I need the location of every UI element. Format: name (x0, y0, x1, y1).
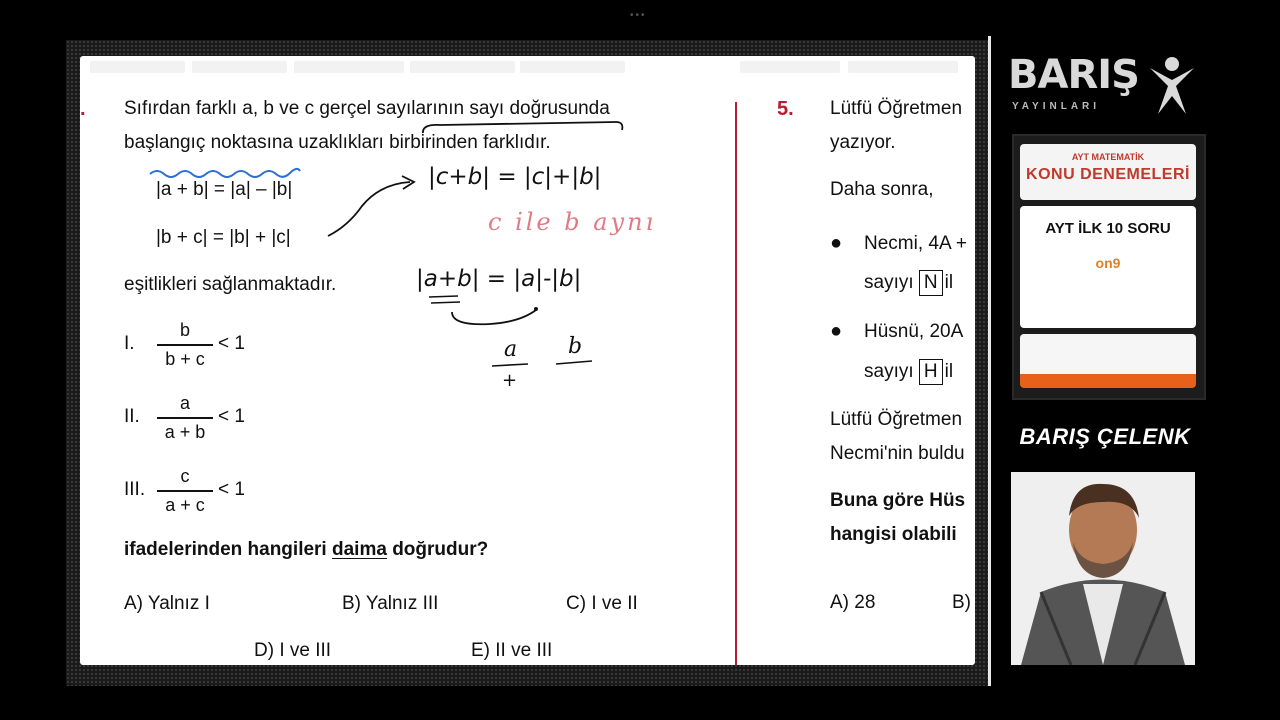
item-3-roman: III. (124, 479, 146, 500)
item-1-denominator: b + c (165, 348, 205, 369)
handwriting-a: a (504, 337, 518, 362)
item-3-numerator: c (180, 466, 190, 486)
handwriting-note-3: |a+b| = |a|-|b| (416, 266, 582, 292)
item-3-denominator: a + c (165, 494, 205, 515)
question-5-line1: Lütfü Öğretmen (830, 98, 963, 119)
choice-b[interactable]: B) Yalnız III (342, 593, 439, 614)
item-1-numerator: b (179, 320, 190, 340)
book-subtitle: AYT İLK 10 SORU (1045, 220, 1171, 237)
prompt-pre: ifadelerinden hangileri (124, 539, 332, 560)
question-5-bold-line1: Buna göre Hüs (830, 490, 966, 511)
blue-wavy-underline (150, 169, 300, 177)
logo-subtitle: YAYINLARI (1012, 101, 1101, 112)
curve-arrow-dot (534, 307, 538, 311)
question-5-line3: Daha sonra, (830, 179, 934, 200)
bullet-1-pre: sayıyı (864, 272, 914, 293)
item-2-numerator: a (179, 393, 190, 413)
prompt-emphasis: daima (332, 539, 387, 560)
choice-c[interactable]: C) I ve II (566, 593, 638, 614)
handwriting-layer (80, 56, 735, 665)
prompt-post: doğrudur? (386, 539, 489, 560)
bullet-1-post: il (944, 272, 954, 293)
bullet-1-line1: Necmi, 4A + (864, 233, 967, 254)
question-4-number: . (80, 98, 86, 120)
bullet-2-dot: ● (830, 320, 843, 342)
double-underline (429, 296, 460, 303)
handwriting-plus: + (502, 370, 518, 391)
publisher-logo (1008, 52, 1198, 122)
arrow-stroke (328, 182, 410, 236)
author-name: BARIŞ ÇELENK (1019, 424, 1191, 449)
choice-d[interactable]: D) I ve III (254, 640, 332, 661)
question-5-line2: yazıyor. (830, 132, 896, 153)
bullet-1-dot: ● (830, 232, 843, 254)
item-2-denominator: a + b (164, 421, 206, 442)
author-portrait-icon (1011, 472, 1195, 665)
item-3-relation: < 1 (218, 479, 245, 500)
item-2-relation: < 1 (218, 406, 245, 427)
bullet-1-line2 (864, 270, 953, 296)
book-footer (1020, 334, 1196, 388)
equations-condition: eşitlikleri sağlanmaktadır. (124, 274, 337, 295)
q5-choice-a[interactable]: A) 28 (830, 592, 876, 613)
book-cover (1012, 134, 1206, 400)
question-5-line4: Lütfü Öğretmen (830, 409, 963, 430)
choice-a[interactable]: A) Yalnız I (124, 593, 210, 614)
curve-arrow (452, 310, 536, 324)
bullet-2-post: il (944, 361, 954, 382)
q5-choice-b[interactable]: B) (952, 592, 971, 613)
bullet-2-pre: sayıyı (864, 361, 914, 382)
bracket-stroke (423, 122, 622, 133)
question-5-number: 5. (777, 98, 794, 120)
item-1-roman: I. (124, 333, 135, 354)
book-on9: on9 (1095, 255, 1121, 271)
question-5-line5: Necmi'nin buldu (830, 443, 965, 464)
book-title: KONU DENEMELERİ (1026, 166, 1190, 183)
item-1-relation: < 1 (218, 333, 245, 354)
panel-divider (988, 36, 991, 686)
bullet-2-line1: Hüsnü, 20A (864, 321, 964, 342)
author-photo (1011, 472, 1195, 665)
logo-text: BARIŞ (1008, 52, 1139, 98)
equation-1: |a + b| = |a| – |b| (156, 179, 293, 200)
handwriting-b: b (568, 334, 583, 359)
box-h: H (919, 359, 943, 385)
column-divider (735, 102, 737, 665)
window-handle[interactable]: ••• (630, 10, 647, 21)
equation-2: |b + c| = |b| + |c| (156, 227, 291, 248)
question-5-bold-line2: hangisi olabili (830, 524, 957, 545)
question-4-stem-line2: başlangıç noktasına uzaklıkları birbirinden farklıdır. (124, 132, 551, 153)
book-middle (1020, 206, 1196, 328)
item-2-roman: II. (124, 406, 140, 427)
handwriting-note-2: c ile b aynı (488, 208, 657, 236)
choice-e[interactable]: E) II ve III (471, 640, 553, 661)
star-figure-icon (1146, 54, 1198, 118)
box-n: N (919, 270, 943, 296)
book-series: AYT MATEMATİK (1071, 152, 1145, 162)
bullet-2-line2 (864, 359, 953, 385)
handwriting-note-1: |c+b| = |c|+|b| (428, 164, 602, 190)
book-header (1020, 144, 1196, 200)
document-page (80, 56, 975, 665)
question-4-stem-line1: Sıfırdan farklı a, b ve c gerçel sayılarının sayı doğrusunda (124, 98, 610, 119)
